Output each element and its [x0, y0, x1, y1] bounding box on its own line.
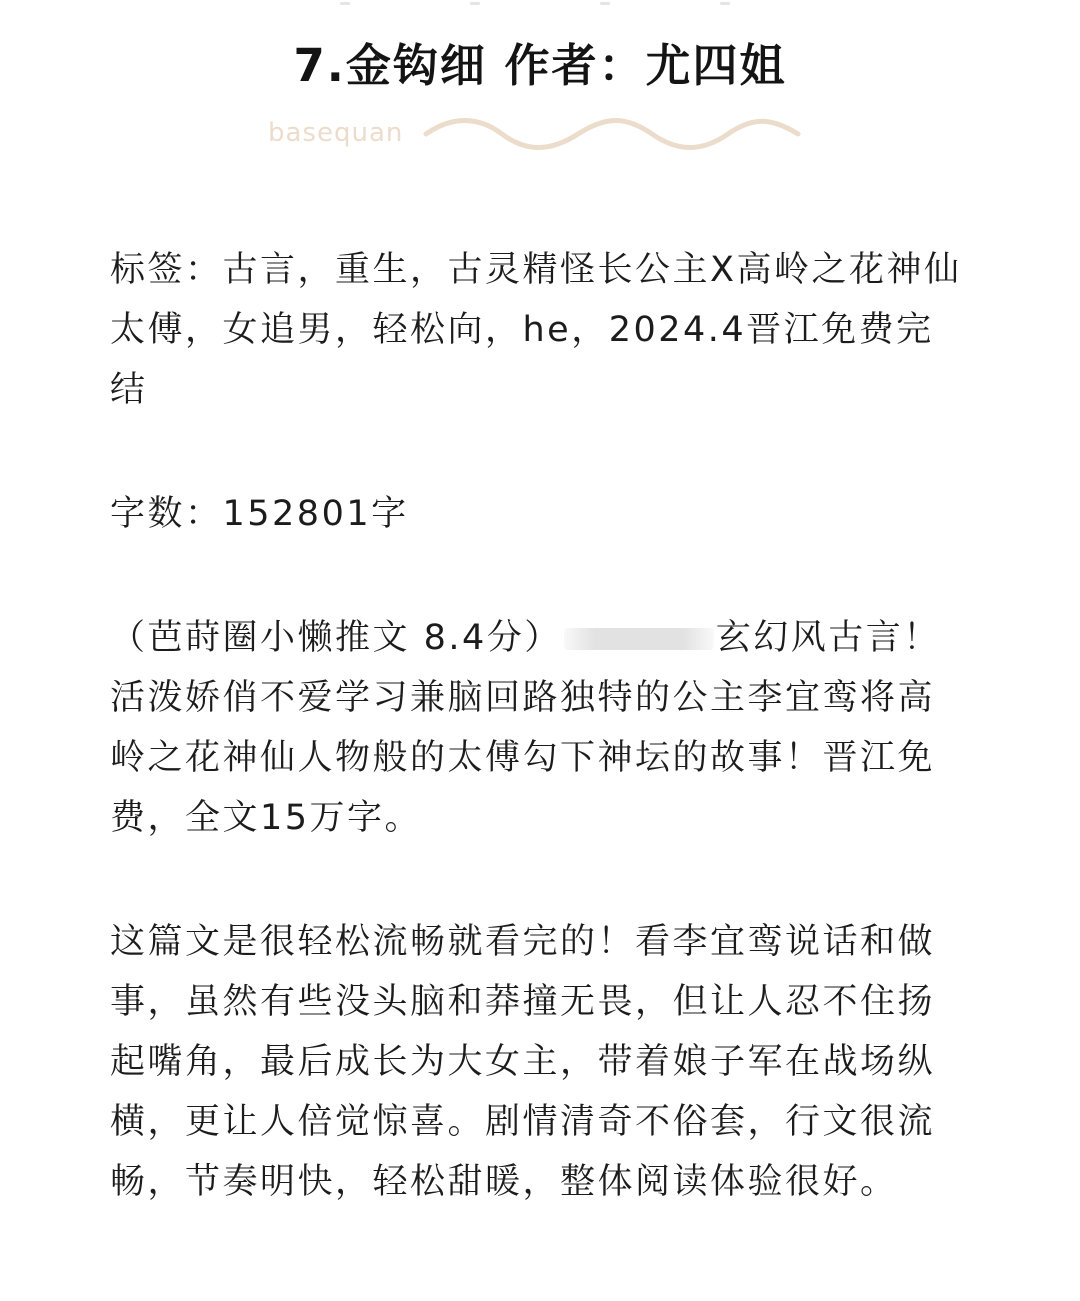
post-body — [110, 240, 970, 1276]
inline-watermark-mark — [564, 628, 714, 650]
word-count-paragraph: 字数：152801字 — [110, 494, 409, 534]
summary-lead: （芭莳圈小懒推文 8.4分） — [110, 618, 562, 658]
summary-paragraph — [110, 608, 970, 848]
summary-text: 玄幻风古言！活泼娇俏不爱学习兼脑回路独特的公主李宜鸾将高岭之花神仙人物般的太傅勾下神坛的故事！晋江免费，全文15万字。 — [110, 618, 941, 838]
watermark — [268, 112, 808, 156]
watermark-text: basequan — [268, 118, 404, 148]
post-title: 7.金钩细 作者：尤四姐 — [293, 39, 787, 92]
top-edge-marks — [300, 0, 780, 8]
wave-divider-icon — [422, 112, 802, 156]
review-paragraph: 这篇文是很轻松流畅就看完的！看李宜鸾说话和做事，虽然有些没头脑和莽撞无畏，但让人忍不住扬起嘴角，最后成长为大女主，带着娘子军在战场纵横，更让人倍觉惊喜。剧情清奇不俗套，行文很流畅，节奏明快，轻松甜暖，整体阅读体验很好。 — [110, 922, 936, 1202]
tags-paragraph: 标签：古言，重生，古灵精怪长公主X高岭之花神仙太傅，女追男，轻松向，he，2024.4晋江免费完结 — [110, 250, 962, 410]
